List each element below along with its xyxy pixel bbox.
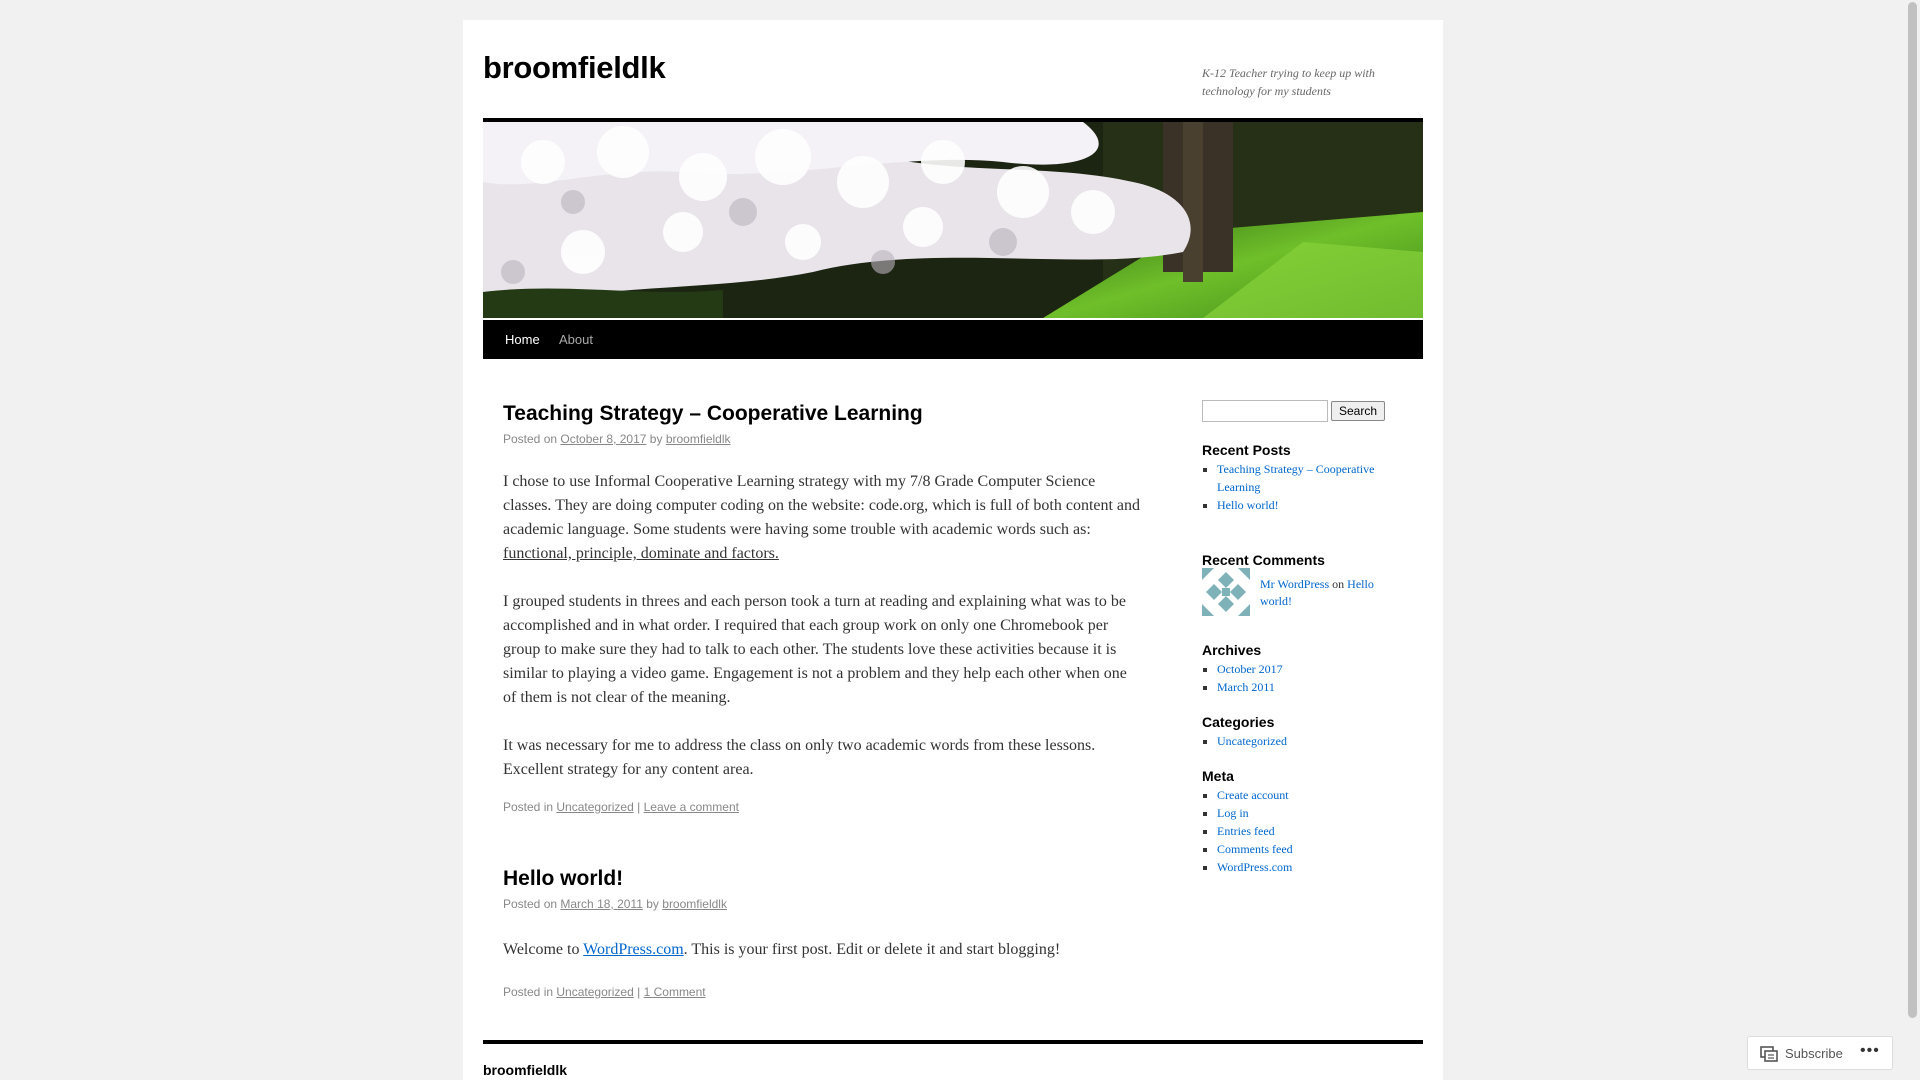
subscribe-bar[interactable]	[1747, 1036, 1893, 1070]
footer-site-title[interactable]: broomfieldlk	[483, 1062, 568, 1078]
meta-by-label: by	[646, 897, 659, 911]
list-item	[1217, 786, 1402, 804]
meta-link[interactable]: WordPress.com	[1217, 860, 1293, 874]
footer-divider	[483, 1040, 1423, 1044]
archive-link[interactable]: March 2011	[1217, 680, 1275, 694]
category-link[interactable]: Uncategorized	[556, 985, 634, 999]
nav-item-home[interactable]: Home	[505, 332, 540, 347]
meta-link[interactable]: Comments feed	[1217, 842, 1293, 856]
meta-posted-label: Posted on	[503, 432, 558, 446]
post-date-link[interactable]: March 18, 2011	[560, 897, 643, 911]
list-item	[1217, 840, 1402, 858]
archive-link[interactable]: October 2017	[1217, 662, 1283, 676]
post-paragraph-text: Welcome to	[503, 941, 584, 958]
list-item	[1217, 858, 1402, 876]
search-input[interactable]	[1202, 400, 1328, 422]
recent-post-link[interactable]: Teaching Strategy – Cooperative Learning	[1217, 462, 1375, 494]
post-paragraph	[503, 938, 1143, 962]
meta-link[interactable]: Entries feed	[1217, 824, 1275, 838]
list-item	[1217, 822, 1402, 840]
wordpress-link[interactable]: WordPress.com	[583, 941, 684, 958]
comments-link[interactable]: Leave a comment	[643, 800, 739, 814]
comment-on-label: on	[1332, 577, 1345, 591]
comments-link[interactable]: 1 Comment	[643, 985, 706, 999]
post-title[interactable]: Teaching Strategy – Cooperative Learning	[503, 402, 923, 425]
nav-item-about[interactable]: About	[559, 332, 593, 347]
post-utility	[503, 985, 706, 999]
subscribe-button[interactable]: Subscribe	[1785, 1046, 1843, 1061]
category-link[interactable]: Uncategorized	[556, 800, 634, 814]
header-image	[483, 118, 1423, 318]
search-button[interactable]: Search	[1331, 401, 1385, 421]
post-content	[503, 938, 1143, 986]
utility-posted-in-label: Posted in	[503, 800, 554, 814]
widget-title-categories: Categories	[1202, 714, 1275, 730]
avatar	[1202, 568, 1250, 616]
cherry-blossom-banner	[483, 122, 1423, 318]
list-item	[1217, 804, 1402, 822]
widget-title-meta: Meta	[1202, 768, 1234, 784]
utility-separator: |	[637, 985, 641, 999]
list-item	[1217, 660, 1402, 678]
widget-title-recent-posts: Recent Posts	[1202, 442, 1291, 458]
post-paragraph: I grouped students in threes and each person took a turn at reading and explaining what was to be accomplished and in what order. I required that each group work on only one Chromebook per group to make sure they had to talk to each other. The students love these activities because it is similar to playing a video game. Engagement is not a problem and they help each other when one of them is not clear of the meaning.	[503, 593, 1127, 706]
post-meta	[503, 897, 727, 911]
archives-list	[1202, 660, 1402, 696]
more-options-icon[interactable]: •••	[1860, 1042, 1880, 1059]
scrollbar[interactable]	[1905, 0, 1920, 1080]
list-item	[1217, 460, 1402, 496]
meta-posted-label: Posted on	[503, 897, 558, 911]
page-wrapper	[463, 20, 1443, 1080]
post-paragraph-text: I chose to use Informal Cooperative Learning strategy with my 7/8 Grade Computer Science classes. They are doing computer coding on the website: code.org, which is full of both content and academic language. Some students were having some trouble with academic words such as:	[503, 473, 1141, 538]
reader-icon	[1760, 1046, 1778, 1062]
post-meta	[503, 432, 731, 446]
comment-post-link[interactable]: Hello world!	[1260, 577, 1374, 608]
post-paragraph	[503, 470, 1143, 566]
post-paragraph: It was necessary for me to address the class on only two academic words from these lessons. Excellent strategy for any content area.	[503, 737, 1096, 778]
post-utility	[503, 800, 739, 814]
categories-list	[1202, 732, 1402, 750]
meta-link[interactable]: Create account	[1217, 788, 1289, 802]
recent-post-link[interactable]: Hello world!	[1217, 498, 1279, 512]
recent-posts-list	[1202, 460, 1402, 514]
utility-separator: |	[637, 800, 641, 814]
post-title[interactable]: Hello world!	[503, 867, 624, 890]
site-title[interactable]: broomfieldlk	[483, 50, 666, 85]
utility-posted-in-label: Posted in	[503, 985, 554, 999]
scrollbar-thumb[interactable]	[1908, 2, 1917, 1018]
post-author-link[interactable]: broomfieldlk	[662, 897, 727, 911]
list-item	[1217, 496, 1402, 514]
post-paragraph-underlined: functional, principle, dominate and factors.	[503, 545, 779, 562]
meta-list	[1202, 786, 1402, 876]
list-item	[1217, 678, 1402, 696]
commenter-link[interactable]: Mr WordPress	[1260, 577, 1330, 591]
widget-title-recent-comments: Recent Comments	[1202, 552, 1325, 568]
meta-link[interactable]: Log in	[1217, 806, 1249, 820]
post-author-link[interactable]: broomfieldlk	[665, 432, 731, 446]
list-item	[1217, 732, 1402, 750]
post-date-link[interactable]: October 8, 2017	[560, 432, 647, 446]
widget-title-archives: Archives	[1202, 642, 1262, 658]
main-nav	[483, 320, 1423, 359]
category-link[interactable]: Uncategorized	[1217, 734, 1287, 748]
site-description: K-12 Teacher trying to keep up with technology for my students	[1202, 66, 1375, 98]
post-content	[503, 470, 1143, 806]
post-paragraph-text: . This is your first post. Edit or delete it and start blogging!	[683, 941, 1061, 958]
meta-by-label: by	[649, 432, 663, 446]
recent-comment-text	[1260, 576, 1390, 610]
